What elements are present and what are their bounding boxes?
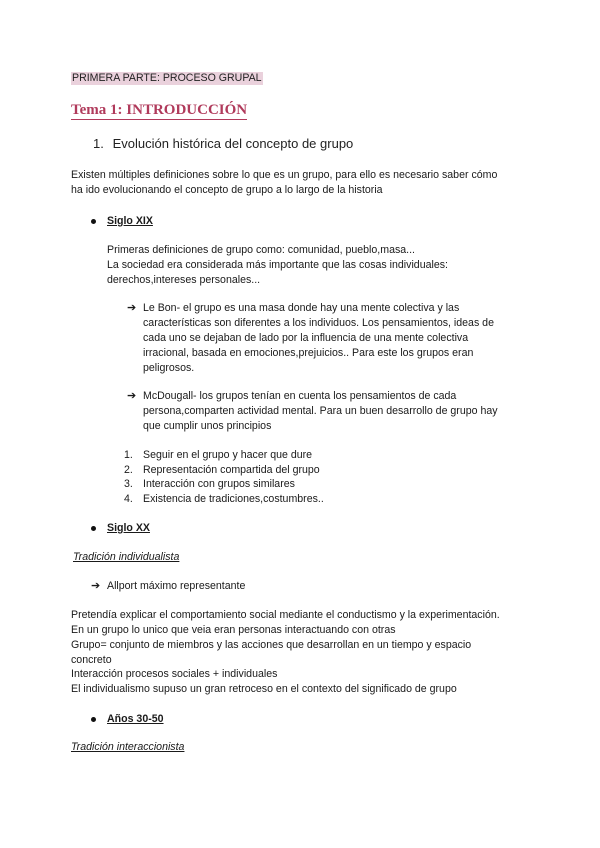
intro-line-2: ha ido evolucionando el concepto de grupo a lo largo de la historia: [71, 184, 383, 196]
xx-line-6: El individualismo supuso un gran retroceso en el contexto del significado de grupo: [71, 683, 457, 695]
intro-line-1: Existen múltiples definiciones sobre lo que es un grupo, para ello es necesario saber cómo: [71, 169, 498, 181]
arrow-icon: ➔: [127, 302, 137, 314]
principle-number: 2.: [124, 464, 133, 476]
xix-line-1: Primeras definiciones de grupo como: comunidad, pueblo,masa...: [107, 244, 415, 256]
allport-line: Allport máximo representante: [107, 580, 246, 592]
tema-title: Tema 1: INTRODUCCIÓN: [71, 102, 248, 118]
xx-line-5: Interacción procesos sociales + individuales: [71, 668, 278, 680]
mcdougall-line-2: persona,comparten actividad mental. Para un buen desarrollo de grupo hay: [143, 405, 498, 417]
section-title: Evolución histórica del concepto de grupo: [112, 136, 354, 151]
xx-line-3: Grupo= conjunto de miembros y las acciones que desarrollan en un tiempo y espacio: [71, 639, 472, 651]
bullet-siglo-xix: Siglo XIX: [107, 215, 153, 227]
lebon-line-5: peligrosos.: [143, 362, 195, 374]
lebon-line-1: Le Bon- el grupo es una masa donde hay una mente colectiva y las: [143, 302, 460, 314]
bullet-dot: [91, 717, 96, 722]
principle-number: 3.: [124, 478, 133, 490]
principle-item: [124, 447, 312, 463]
principle-text: Existencia de tradiciones,costumbres..: [143, 493, 324, 505]
principle-number: 4.: [124, 493, 133, 505]
lebon-line-4: irracional, basada en emociones,prejuicios.. Para este los grupos eran: [143, 347, 474, 359]
xx-line-2: En un grupo lo unico que veia eran personas interactuando con otras: [71, 624, 396, 636]
xix-line-3: derechos,intereses personales...: [107, 274, 261, 286]
arrow-icon: ➔: [127, 390, 137, 402]
mcdougall-line-3: que cumplir unos principios: [143, 420, 272, 432]
mcdougall-line-1: McDougall- los grupos tenían en cuenta los pensamientos de cada: [143, 390, 457, 402]
bullet-anos-30-50: Años 30-50: [107, 713, 164, 725]
xix-line-2: La sociedad era considerada más importante que las cosas individuales:: [107, 259, 448, 271]
part-title: PRIMERA PARTE: PROCESO GRUPAL: [72, 72, 262, 84]
bullet-dot: [91, 219, 96, 224]
tradition-interaccionista: Tradición interaccionista: [71, 741, 185, 753]
xx-line-4: concreto: [71, 654, 112, 666]
arrow-icon: ➔: [91, 580, 101, 592]
principle-number: 1.: [124, 449, 133, 461]
principle-text: Interacción con grupos similares: [143, 478, 295, 490]
principle-text: Seguir en el grupo y hacer que dure: [143, 449, 313, 461]
section-heading: [93, 136, 353, 152]
lebon-line-2: características son diferentes a los individuos. Los pensamientos, ideas de: [143, 317, 494, 329]
section-number: 1.: [93, 136, 104, 151]
principle-item: [124, 491, 324, 507]
tradition-individualista: Tradición individualista: [73, 551, 180, 563]
bullet-siglo-xx: Siglo XX: [107, 522, 150, 534]
principle-text: Representación compartida del grupo: [143, 464, 320, 476]
xx-line-1: Pretendía explicar el comportamiento social mediante el conductismo y la experimentación.: [71, 609, 500, 621]
bullet-dot: [91, 526, 96, 531]
lebon-line-3: cada uno se dejaban de lado por la influencia de una mente colectiva: [143, 332, 469, 344]
principle-item: [124, 476, 295, 492]
